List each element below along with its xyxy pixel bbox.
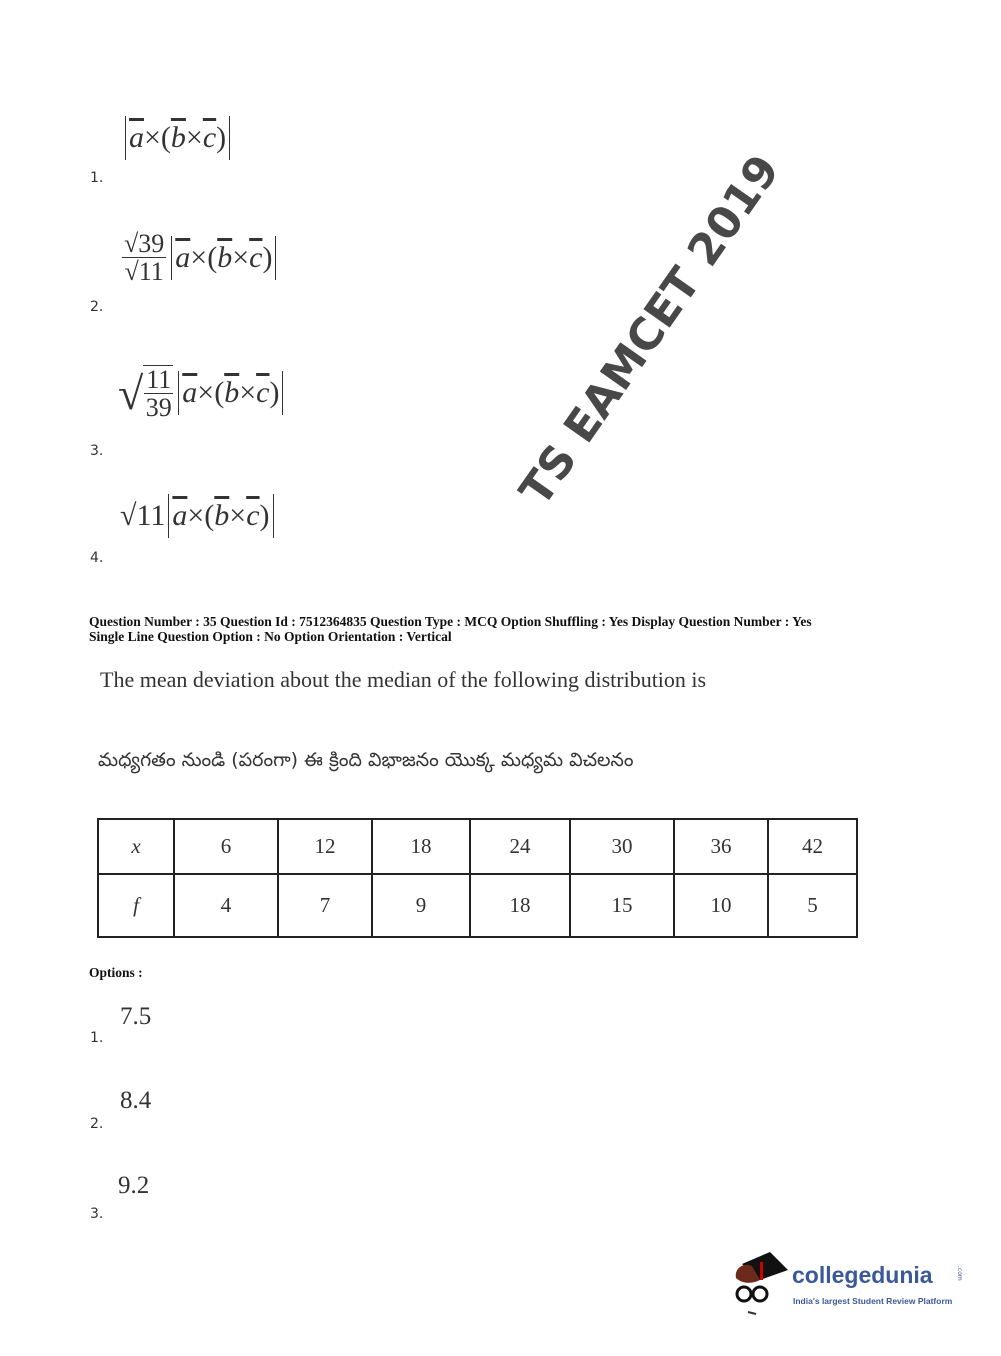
option-2-value: 8.4	[120, 1087, 152, 1114]
logo-tagline: India's largest Student Review Platform	[793, 1296, 953, 1306]
question-meta-line-2: Single Line Question Option : No Option Orientation : Vertical	[89, 629, 452, 644]
option-1-value: 7.5	[120, 1003, 152, 1030]
table-cell: 6	[174, 819, 278, 874]
table-cell: 24	[470, 819, 570, 874]
option-3-number: 3.	[90, 1206, 104, 1222]
table-cell: 15	[570, 874, 674, 937]
prev-option-4-number: 4.	[90, 550, 104, 566]
table-cell: 18	[470, 874, 570, 937]
table-cell: 4	[174, 874, 278, 937]
logo-suffix: .com	[956, 1266, 963, 1281]
prev-option-2-expression: $\frac{√39}{√11}$ $\overline{a}$ × ( $\overline{b}$ × $\overline{c}$ )	[122, 230, 279, 286]
option-2-number: 2.	[90, 1116, 104, 1132]
option-1-number: 1.	[90, 1030, 104, 1046]
table-cell: 36	[674, 819, 768, 874]
mascot-icon	[730, 1250, 790, 1316]
prev-option-1-expression: $\overline{a}$ × ( $\overline{b}$ × $\overline{c}$ )	[122, 116, 233, 160]
collegedunia-logo	[730, 1250, 980, 1320]
prev-option-3-expression: √ $\frac{11}{39}$ $\overline{a}$ × ( $\overline{b}$ × $\overline{c}$ )	[118, 365, 286, 422]
prev-option-1-number: 1.	[90, 170, 104, 186]
question-text-english: The mean deviation about the median of the following distribution is	[100, 667, 707, 692]
table-cell: 10	[674, 874, 768, 937]
distribution-table	[97, 818, 858, 938]
option-3-value: 9.2	[118, 1172, 150, 1199]
table-cell: 42	[768, 819, 857, 874]
watermark: TS EAMCET 2019	[510, 145, 790, 516]
table-header-f: f	[98, 874, 174, 937]
table-cell: 9	[372, 874, 470, 937]
question-text-telugu: మధ్యగతం నుండి (పరంగా) ఈ క్రింది విభాజనం యొక్క మధ్యమ విచలనం	[98, 749, 634, 771]
logo-name: collegedunia	[792, 1262, 933, 1288]
prev-option-2-number: 2.	[90, 299, 104, 315]
question-meta-line-1: Question Number : 35 Question Id : 7512364835 Question Type : MCQ Option Shuffling : Yes Display Question Number : Yes	[89, 614, 812, 629]
prev-option-4-expression: √11 $\overline{a}$ × ( $\overline{b}$ × $\overline{c}$ )	[120, 494, 277, 538]
table-cell: 5	[768, 874, 857, 937]
table-cell: 12	[278, 819, 372, 874]
table-row-x	[98, 819, 857, 874]
table-row-f	[98, 874, 857, 937]
table-cell: 7	[278, 874, 372, 937]
table-cell: 18	[372, 819, 470, 874]
prev-option-3-number: 3.	[90, 443, 104, 459]
table-header-x: x	[98, 819, 174, 874]
options-label: Options :	[89, 965, 143, 980]
table-cell: 30	[570, 819, 674, 874]
